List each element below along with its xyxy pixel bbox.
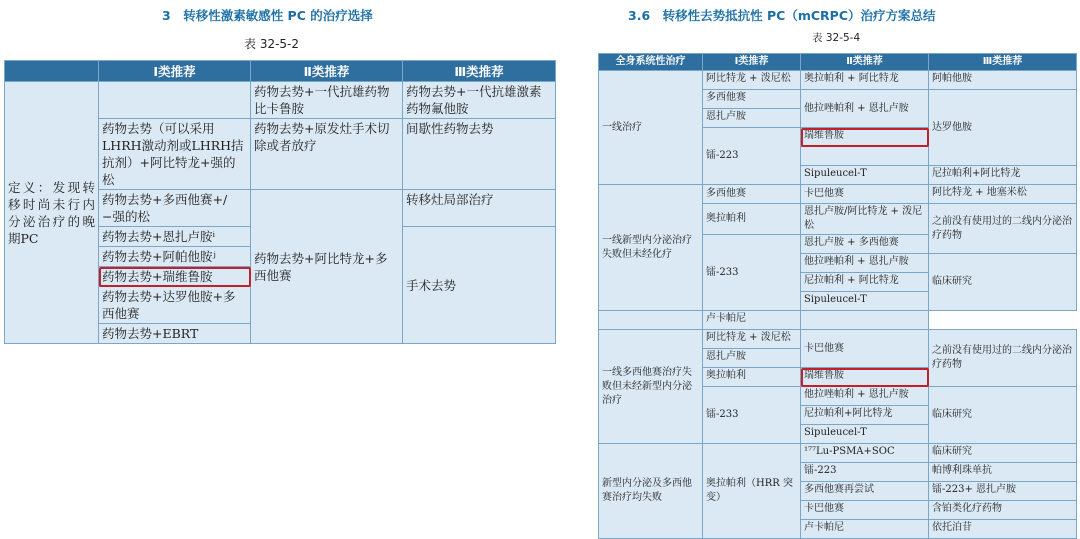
left-table-number: 表 32-5-2 <box>244 37 300 51</box>
cell: 药物去势+多西他赛+/−强的松 <box>99 190 251 227</box>
cell: 多西他赛 <box>703 185 801 204</box>
cell: 手术去势 <box>403 227 556 344</box>
cell: 阿帕他胺 <box>929 71 1077 90</box>
cell: 阿比特龙 + 泼尼松 <box>703 71 801 90</box>
cell: 药物去势+阿比特龙+多西他赛 <box>251 190 403 344</box>
cell: 药物去势+一代抗雄激素药物氟他胺 <box>403 82 556 119</box>
cell: 阿比特龙 + 泼尼松 <box>703 330 801 349</box>
header-systemic: 全身系统性治疗 <box>599 54 703 71</box>
header-class-1: Ⅰ类推荐 <box>703 54 801 71</box>
definition-cell: 定义：发现转移时尚未行内分泌治疗的晚期PC <box>5 82 99 344</box>
cell: 奥拉帕利 + 阿比特龙 <box>801 71 929 90</box>
cell: 药物去势+EBRT <box>99 324 251 344</box>
cell: 卡巴他赛 <box>801 501 929 520</box>
group-label: 新型内分泌及多西他赛治疗均失败 <box>599 444 703 539</box>
cell <box>99 82 251 119</box>
mcrpc-table <box>598 53 1077 539</box>
cell: 卢卡帕尼 <box>703 311 801 330</box>
header-class-3: Ⅲ类推荐 <box>403 61 556 82</box>
right-section-title: 3.6 转移性去势抵抗性 PC（mCRPC）治疗方案总结 <box>628 8 936 23</box>
cell: 镭-223 <box>703 128 801 185</box>
header-class-2: Ⅱ类推荐 <box>251 61 403 82</box>
cell: 药物去势（可以采用LHRH激动剂或LHRH拮抗剂）+阿比特龙+强的松 <box>99 119 251 190</box>
cell: Sipuleucel-T <box>801 425 929 444</box>
cell: 奥拉帕利（HRR 突变） <box>703 444 801 539</box>
cell: 临床研究 <box>929 444 1077 463</box>
cell: 达罗他胺 <box>929 90 1077 166</box>
left-section-title: 3 转移性激素敏感性 PC 的治疗选择 <box>162 8 373 23</box>
cell: 尼拉帕利 + 阿比特龙 <box>801 273 929 292</box>
right-table-number: 表 32-5-4 <box>812 32 861 44</box>
header-col-0 <box>5 61 99 82</box>
cell: 含铂类化疗药物 <box>929 501 1077 520</box>
group-label: 一线新型内分泌治疗失败但未经化疗 <box>599 185 703 311</box>
cell: 恩扎卢胺/阿比特龙 + 泼尼松 <box>801 204 929 235</box>
cell: 尼拉帕利+阿比特龙 <box>801 406 929 425</box>
cell: 镭-233 <box>703 235 801 311</box>
cell: 尼拉帕利+阿比特龙 <box>929 166 1077 185</box>
cell: 镭-223+ 恩扎卢胺 <box>929 482 1077 501</box>
group-label: 一线多西他赛治疗失败但未经新型内分泌治疗 <box>599 330 703 444</box>
cell: 临床研究 <box>929 254 1077 311</box>
cell: 卡巴他赛 <box>801 330 929 368</box>
cell: 镭-233 <box>703 387 801 444</box>
cell: 药物去势+恩扎卢胺ⁱ <box>99 227 251 247</box>
cell: Sipuleucel-T <box>801 166 929 185</box>
hormone-sensitive-table <box>4 60 556 344</box>
cell: 恩扎卢胺 <box>703 109 801 128</box>
cell: 奥拉帕利 <box>703 368 801 387</box>
cell: 临床研究 <box>929 387 1077 444</box>
cell: 依托泊苷 <box>929 520 1077 539</box>
cell: ¹⁷⁷Lu-PSMA+SOC <box>801 444 929 463</box>
cell: 奥拉帕利 <box>703 204 801 235</box>
cell: 镭-223 <box>801 463 929 482</box>
cell: 之前没有使用过的二线内分泌治疗药物 <box>929 204 1077 254</box>
cell: 卡巴他赛 <box>801 185 929 204</box>
cell: 间歇性药物去势 <box>403 119 556 190</box>
cell <box>599 311 703 330</box>
header-class-3: Ⅲ类推荐 <box>929 54 1077 71</box>
header-class-1: Ⅰ类推荐 <box>99 61 251 82</box>
highlighted-cell: 药物去势+瑞维鲁胺 <box>99 267 251 287</box>
cell: 转移灶局部治疗 <box>403 190 556 227</box>
cell: 阿比特龙 + 地塞米松 <box>929 185 1077 204</box>
cell: 之前没有使用过的二线内分泌治疗药物 <box>929 330 1077 387</box>
cell: 他拉唑帕利 + 恩扎卢胺 <box>801 387 929 406</box>
cell: 帕博利珠单抗 <box>929 463 1077 482</box>
cell: Sipuleucel-T <box>801 292 929 311</box>
cell: 多西他赛再尝试 <box>801 482 929 501</box>
cell: 药物去势+达罗他胺+多西他赛 <box>99 287 251 324</box>
cell: 卢卡帕尼 <box>801 520 929 539</box>
cell: 药物去势+阿帕他胺ʲ <box>99 247 251 267</box>
cell: 药物去势+原发灶手术切除或者放疗 <box>251 119 403 190</box>
cell <box>801 147 929 166</box>
cell: 恩扎卢胺 <box>703 349 801 368</box>
highlighted-cell: 瑞维鲁胺 <box>801 368 929 387</box>
cell: 他拉唑帕利 + 恩扎卢胺 <box>801 254 929 273</box>
header-class-2: Ⅱ类推荐 <box>801 54 929 71</box>
cell: 他拉唑帕利 + 恩扎卢胺 <box>801 90 929 128</box>
cell: 多西他赛 <box>703 90 801 109</box>
highlighted-cell: 瑞维鲁胺 <box>801 128 929 147</box>
cell: 恩扎卢胺 + 多西他赛 <box>801 235 929 254</box>
cell: 药物去势+一代抗雄药物比卡鲁胺 <box>251 82 403 119</box>
group-label: 一线治疗 <box>599 71 703 185</box>
cell <box>801 311 929 330</box>
